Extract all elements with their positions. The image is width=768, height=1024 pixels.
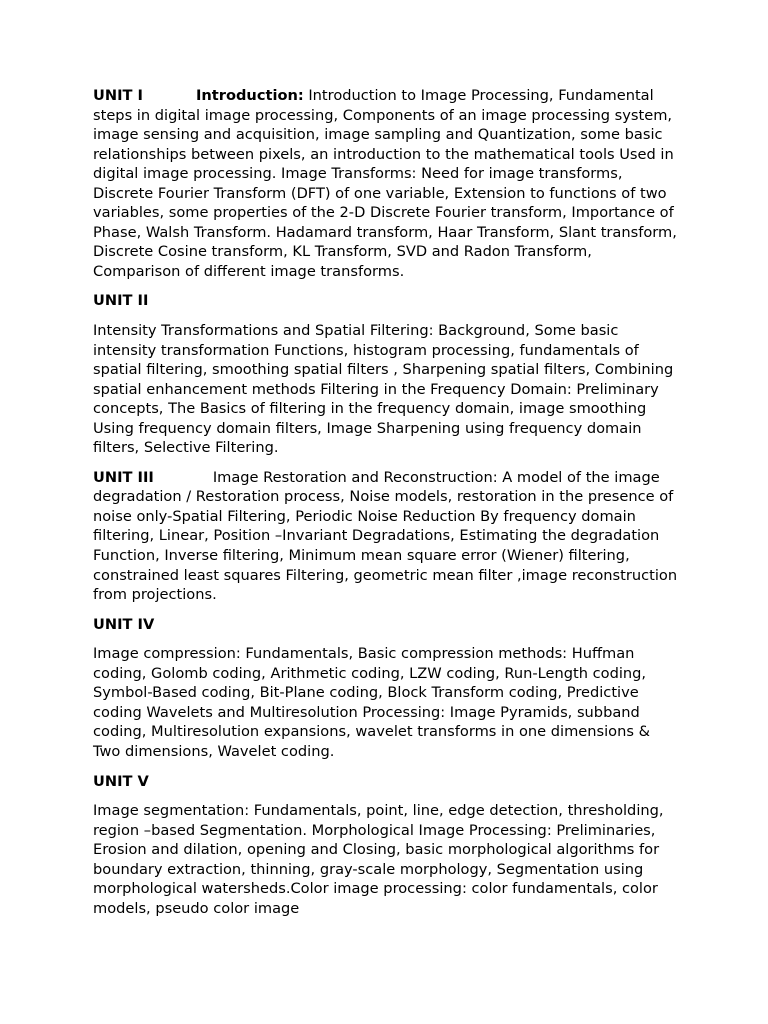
unit-3-section xyxy=(93,468,678,605)
unit-2-heading: UNIT II xyxy=(93,292,149,310)
unit-1-title: Introduction: xyxy=(195,87,304,104)
unit-4-body: Image compression: Fundamentals, Basic compression methods: Huffman coding, Golomb coding, Arithmetic coding, LZW coding, Run-Length coding, Symbol-Based coding, Bit-Plane coding, Block Transform coding, Predictive coding Wavelets and Multiresolution Processing: Image Pyramids, subband coding, Multiresolution expansions, wavelet transforms in one dimensions & Two dimensions, Wavelet coding. xyxy=(93,645,650,760)
unit-1-body: Introduction to Image Processing, Fundamental steps in digital image processing, Components of an image processing system, image sensing and acquisition, image sampling and Quantization, some basic relationships between pixels, an introduction to the mathematical tools Used in digital image processing. Image Transforms: Need for image transforms, Discrete Fourier Transform (DFT) of one variable, Extension to functions of two variables, some properties of the 2-D Discrete Fourier transform, Importance of Phase, Walsh Transform. Hadamard transform, Haar Transform, Slant transform, Discrete Cosine transform, KL Transform, SVD and Radon Transform, Comparison of different image transforms. xyxy=(93,87,677,280)
unit-2-body: Intensity Transformations and Spatial Filtering: Background, Some basic intensity transformation Functions, histogram processing, fundamentals of spatial filtering, smoothing spatial filters , Sharpening spatial filters, Combining spatial enhancement methods Filtering in the Frequency Domain: Preliminary concepts, The Basics of filtering in the frequency domain, image smoothing Using frequency domain filters, Image Sharpening using frequency domain filters, Selective Filtering. xyxy=(93,322,674,457)
unit-3-heading: UNIT III xyxy=(93,468,154,486)
unit-1-section xyxy=(93,86,678,281)
unit-5-heading: UNIT V xyxy=(93,772,149,790)
unit-5-body: Image segmentation: Fundamentals, point, line, edge detection, thresholding, region –based Segmentation. Morphological Image Processing: Preliminaries, Erosion and dilation, opening and Closing, basic morphological algorithms for boundary extraction, thinning, gray-scale morphology, Segmentation using morphological watersheds.Color image processing: color fundamentals, color models, pseudo color image xyxy=(93,802,664,917)
unit-3-body: Image Restoration and Reconstruction: A model of the image degradation / Restoration process, Noise models, restoration in the presence of noise only-Spatial Filtering, Periodic Noise Reduction By frequency domain filtering, Linear, Position –Invariant Degradations, Estimating the degradation Function, Inverse filtering, Minimum mean square error (Wiener) filtering, constrained least squares Filtering, geometric mean filter ,image reconstruction from projections. xyxy=(93,468,678,604)
unit-1-heading: UNIT I xyxy=(93,87,143,104)
syllabus-document xyxy=(93,86,678,928)
unit-4-heading: UNIT IV xyxy=(93,615,155,633)
